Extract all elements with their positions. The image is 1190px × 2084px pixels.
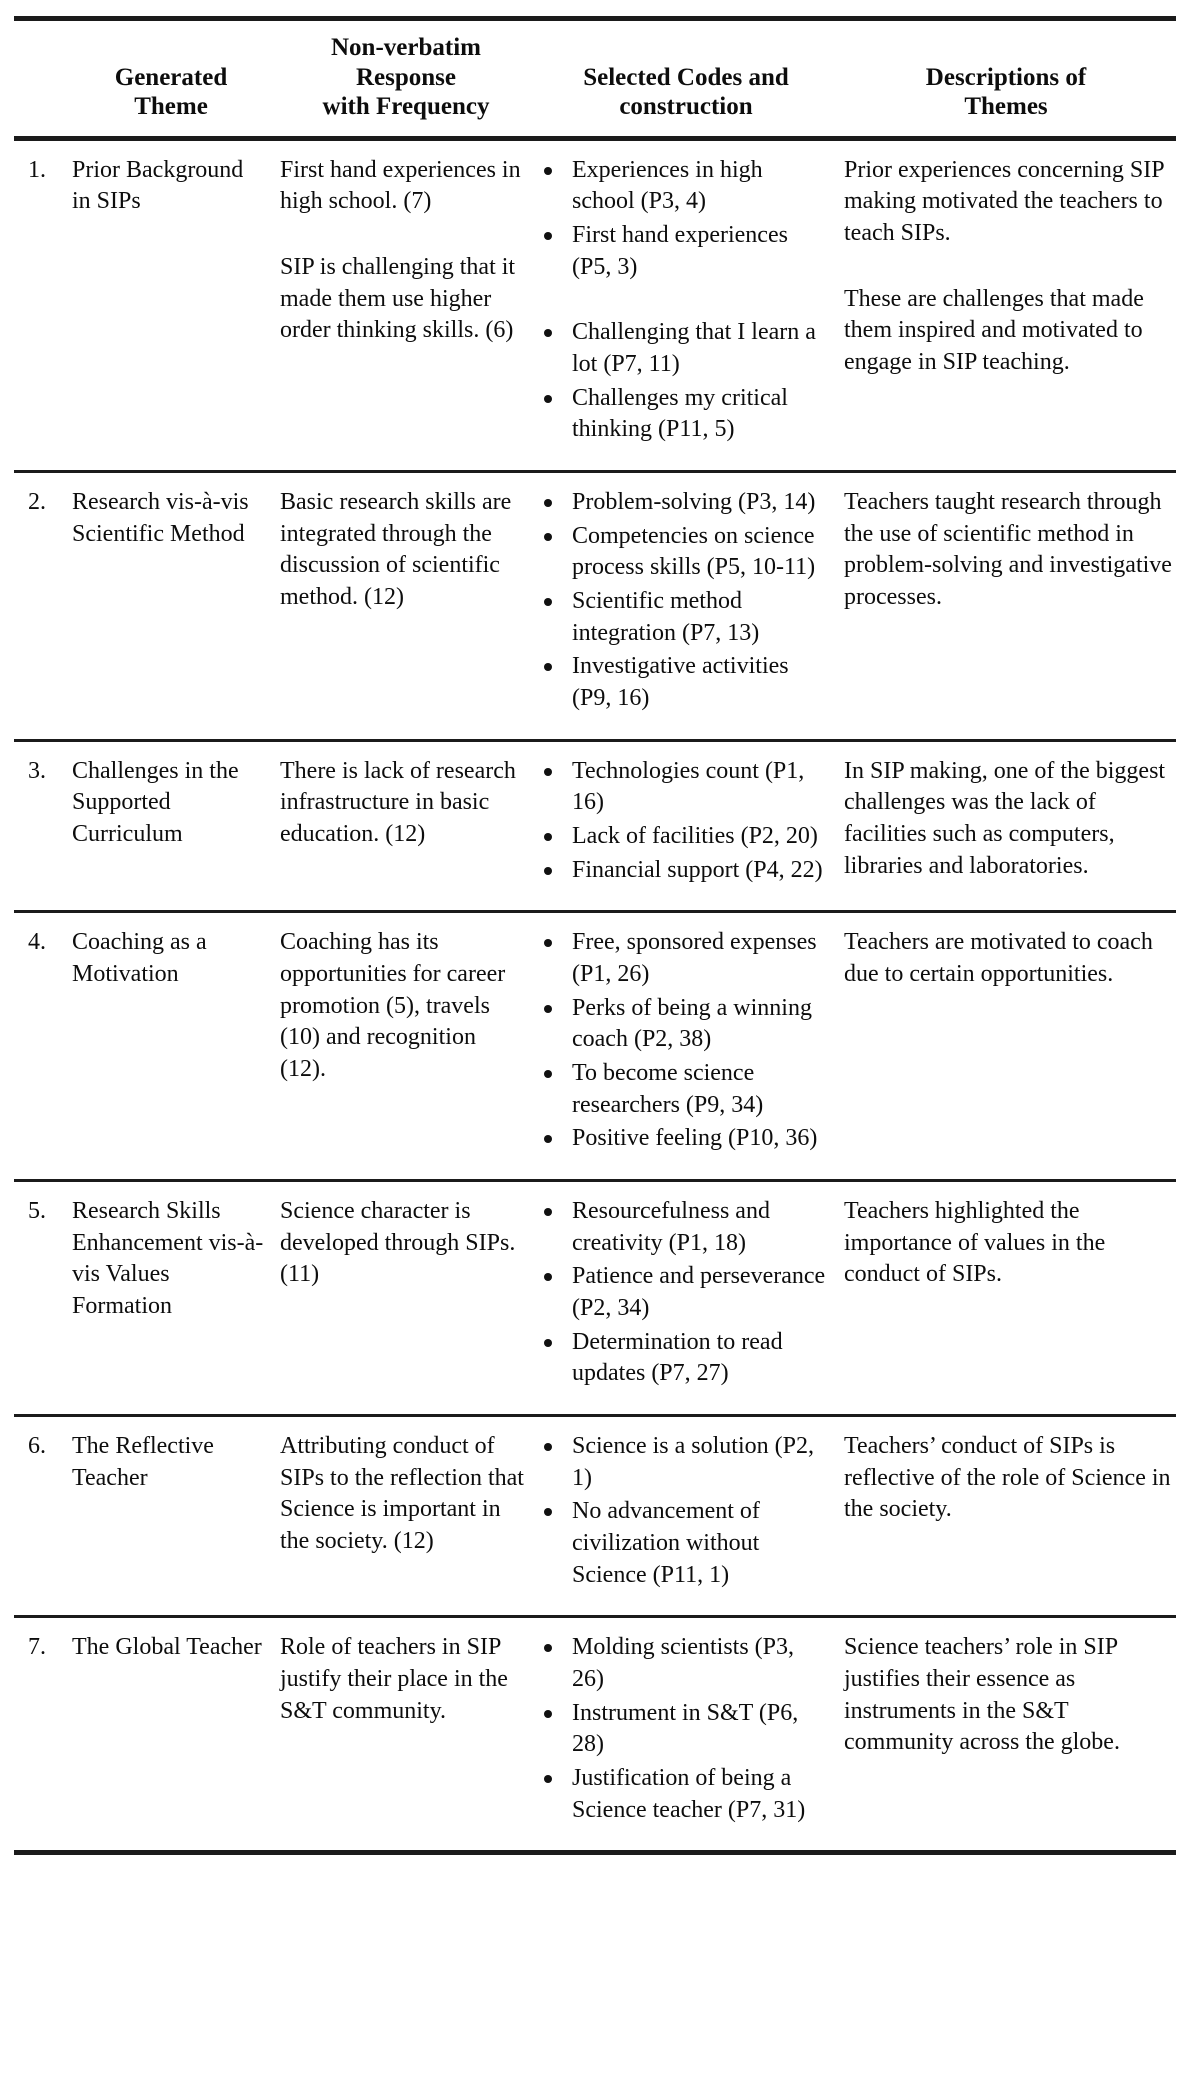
- bullet-icon: [544, 1135, 552, 1143]
- cell-selected-codes: [536, 1617, 836, 1853]
- code-label: Instrument in S&T (P6, 28): [572, 1699, 799, 1758]
- description-block: In SIP making, one of the biggest challenges was the lack of facilities such as computers, libraries and laboratories.: [844, 757, 1166, 879]
- codes-list: [538, 1196, 826, 1390]
- header-label-codes-line2: construction: [619, 93, 753, 120]
- code-label: Problem-solving (P3, 14): [572, 488, 816, 515]
- code-list-item: [538, 1123, 826, 1155]
- cell-description-of-theme: [836, 912, 1176, 1181]
- code-list-item: [538, 1196, 826, 1259]
- table-row: [14, 740, 1176, 912]
- cell-selected-codes: [536, 912, 836, 1181]
- code-list-item: [538, 1763, 826, 1826]
- bullet-icon: [544, 867, 552, 875]
- code-label: Experiences in high school (P3, 4): [572, 156, 763, 215]
- bullet-icon: [544, 329, 552, 337]
- bullet-icon: [544, 1005, 552, 1013]
- cell-nonverbatim-response: [276, 1180, 536, 1415]
- bullet-icon: [544, 1208, 552, 1216]
- code-list-item: [538, 1431, 826, 1494]
- header-label-response-line3: with Frequency: [322, 93, 490, 120]
- code-list-item: [538, 1496, 826, 1591]
- cell-description-of-theme: [836, 138, 1176, 471]
- code-list-item: [538, 220, 826, 283]
- bullet-icon: [544, 1443, 552, 1451]
- row-number: 2.: [14, 471, 66, 740]
- code-label: Science is a solution (P2, 1): [572, 1433, 814, 1491]
- code-label: To become science researchers (P9, 34): [572, 1059, 764, 1118]
- code-label: Technologies count (P1, 16): [572, 757, 805, 816]
- code-label: No advancement of civilization without Science (P11, 1): [572, 1498, 760, 1588]
- cell-generated-theme: Research vis-à-vis Scientific Method: [66, 471, 276, 740]
- row-number: 6.: [14, 1416, 66, 1617]
- codes-list: [538, 756, 826, 887]
- code-label: Challenges my critical thinking (P11, 5): [572, 384, 788, 443]
- cell-nonverbatim-response: [276, 471, 536, 740]
- header-label-theme: Generated Theme: [114, 63, 228, 120]
- bullet-icon: [544, 1710, 552, 1718]
- response-block: Role of teachers in SIP justify their place in the S&T community.: [280, 1634, 508, 1724]
- description-block: Teachers’ conduct of SIPs is reflective of the role of Science in the society.: [844, 1433, 1171, 1523]
- code-list-item: [538, 586, 826, 649]
- cell-description-of-theme: [836, 740, 1176, 912]
- header-label-desc-line1: Descriptions of: [925, 63, 1087, 91]
- code-list-item: [538, 317, 826, 380]
- codes-list: [538, 155, 826, 446]
- column-header-generated-theme: [66, 21, 276, 138]
- code-label: Lack of facilities (P2, 20): [572, 822, 818, 849]
- cell-generated-theme: Prior Background in SIPs: [66, 138, 276, 471]
- description-block: These are challenges that made them inspired and motivated to engage in SIP teaching.: [844, 285, 1144, 375]
- code-label: Patience and perseverance (P2, 34): [572, 1263, 826, 1321]
- code-list-item: [538, 1261, 826, 1324]
- column-header-selected-codes: [536, 21, 836, 138]
- response-block: Basic research skills are integrated through the discussion of scientific method. (12): [280, 488, 512, 610]
- row-number: 5.: [14, 1180, 66, 1415]
- code-list-item: [538, 383, 826, 446]
- code-list-item: [538, 927, 826, 990]
- code-list-item: [538, 155, 826, 218]
- code-label: Determination to read updates (P7, 27): [572, 1328, 783, 1387]
- cell-nonverbatim-response: [276, 138, 536, 471]
- table-row: [14, 471, 1176, 740]
- cell-generated-theme: The Reflective Teacher: [66, 1416, 276, 1617]
- code-label: Molding scientists (P3, 26): [572, 1634, 795, 1693]
- table-header: [14, 19, 1176, 139]
- code-list-item: [538, 821, 826, 853]
- header-label-codes-line1: Selected Codes and: [583, 63, 789, 91]
- code-list-item: [538, 651, 826, 714]
- cell-generated-theme: Challenges in the Supported Curriculum: [66, 740, 276, 912]
- cell-nonverbatim-response: [276, 740, 536, 912]
- code-list-item: [538, 1058, 826, 1121]
- cell-generated-theme: Coaching as a Motivation: [66, 912, 276, 1181]
- code-label: Scientific method integration (P7, 13): [572, 587, 760, 646]
- table-row: [14, 138, 1176, 471]
- header-label-response-line1: Non-verbatim: [331, 34, 481, 61]
- header-label-desc-line2: Themes: [964, 93, 1048, 120]
- bullet-icon: [544, 1775, 552, 1783]
- cell-selected-codes: [536, 740, 836, 912]
- cell-nonverbatim-response: [276, 912, 536, 1181]
- code-list-item: [538, 1698, 826, 1761]
- code-list-item: [538, 756, 826, 819]
- row-number: 7.: [14, 1617, 66, 1853]
- cell-description-of-theme: [836, 1617, 1176, 1853]
- cell-nonverbatim-response: [276, 1617, 536, 1853]
- code-list-item: [538, 1327, 826, 1390]
- column-header-number: [14, 21, 66, 138]
- description-block: Teachers taught research through the use of scientific method in problem-solving and investigative processes.: [844, 488, 1172, 610]
- table-row: [14, 1180, 1176, 1415]
- row-number: 3.: [14, 740, 66, 912]
- bullet-icon: [544, 1508, 552, 1516]
- code-label: First hand experiences (P5, 3): [572, 221, 788, 280]
- bullet-icon: [544, 833, 552, 841]
- cell-generated-theme: The Global Teacher: [66, 1617, 276, 1853]
- bullet-icon: [544, 663, 552, 671]
- code-list-item: [538, 521, 826, 584]
- table-row: [14, 912, 1176, 1181]
- code-label: Positive feeling (P10, 36): [572, 1125, 818, 1152]
- code-label: Challenging that I learn a lot (P7, 11): [572, 319, 816, 377]
- response-block: SIP is challenging that it made them use higher order thinking skills. (6): [280, 253, 516, 344]
- description-block: Prior experiences concerning SIP making motivated the teachers to teach SIPs.: [844, 156, 1164, 246]
- code-list-item: [538, 993, 826, 1056]
- response-block: First hand experiences in high school. (7): [280, 156, 521, 215]
- bullet-icon: [544, 1070, 552, 1078]
- cell-selected-codes: [536, 1416, 836, 1617]
- column-header-nonverbatim-response: [276, 21, 536, 138]
- table-row: [14, 1617, 1176, 1853]
- bullet-icon: [544, 533, 552, 541]
- code-list-item: [538, 1632, 826, 1695]
- row-number: 1.: [14, 138, 66, 471]
- header-label-response-line2: Response: [355, 63, 456, 91]
- response-block: Science character is developed through SIPs. (11): [280, 1197, 516, 1288]
- bullet-icon: [544, 395, 552, 403]
- cell-description-of-theme: [836, 1416, 1176, 1617]
- cell-selected-codes: [536, 471, 836, 740]
- thematic-analysis-table: [14, 16, 1176, 1855]
- bullet-icon: [544, 1339, 552, 1347]
- code-label: Financial support (P4, 22): [572, 856, 823, 883]
- bullet-icon: [544, 499, 552, 507]
- response-block: Attributing conduct of SIPs to the reflection that Science is important in the society. (12): [280, 1433, 524, 1555]
- cell-generated-theme: Research Skills Enhancement vis-à-vis Values Formation: [66, 1180, 276, 1415]
- description-block: Teachers are motivated to coach due to certain opportunities.: [844, 929, 1153, 987]
- code-label: Investigative activities (P9, 16): [572, 653, 789, 711]
- code-label: Free, sponsored expenses (P1, 26): [572, 929, 817, 987]
- column-header-row: [14, 21, 1176, 138]
- column-header-descriptions: [836, 21, 1176, 138]
- row-number: 4.: [14, 912, 66, 1181]
- cell-nonverbatim-response: [276, 1416, 536, 1617]
- response-block: There is lack of research infrastructure in basic education. (12): [280, 757, 516, 847]
- codes-list: [538, 1632, 826, 1826]
- description-block: Science teachers’ role in SIP justifies their essence as instruments in the S&T community across the globe.: [844, 1634, 1120, 1756]
- bullet-icon: [544, 1644, 552, 1652]
- bullet-icon: [544, 598, 552, 606]
- code-label: Perks of being a winning coach (P2, 38): [572, 994, 812, 1053]
- code-list-item: [538, 487, 826, 519]
- cell-description-of-theme: [836, 471, 1176, 740]
- bullet-icon: [544, 768, 552, 776]
- table-row: [14, 1416, 1176, 1617]
- cell-selected-codes: [536, 1180, 836, 1415]
- bullet-icon: [544, 232, 552, 240]
- code-list-item: [538, 855, 826, 887]
- description-block: Teachers highlighted the importance of values in the conduct of SIPs.: [844, 1197, 1106, 1288]
- cell-description-of-theme: [836, 1180, 1176, 1415]
- code-label: Resourcefulness and creativity (P1, 18): [572, 1197, 770, 1256]
- table-body: [14, 138, 1176, 1853]
- page-container: [0, 16, 1190, 2084]
- code-label: Competencies on science process skills (P5, 10-11): [572, 522, 816, 581]
- bullet-icon: [544, 1273, 552, 1281]
- codes-list: [538, 1431, 826, 1591]
- response-block: Coaching has its opportunities for career promotion (5), travels (10) and recognition (12).: [280, 929, 506, 1082]
- bullet-icon: [544, 939, 552, 947]
- codes-list: [538, 487, 826, 715]
- bullet-icon: [544, 167, 552, 175]
- codes-list: [538, 927, 826, 1155]
- cell-selected-codes: [536, 138, 836, 471]
- code-label: Justification of being a Science teacher (P7, 31): [572, 1765, 806, 1823]
